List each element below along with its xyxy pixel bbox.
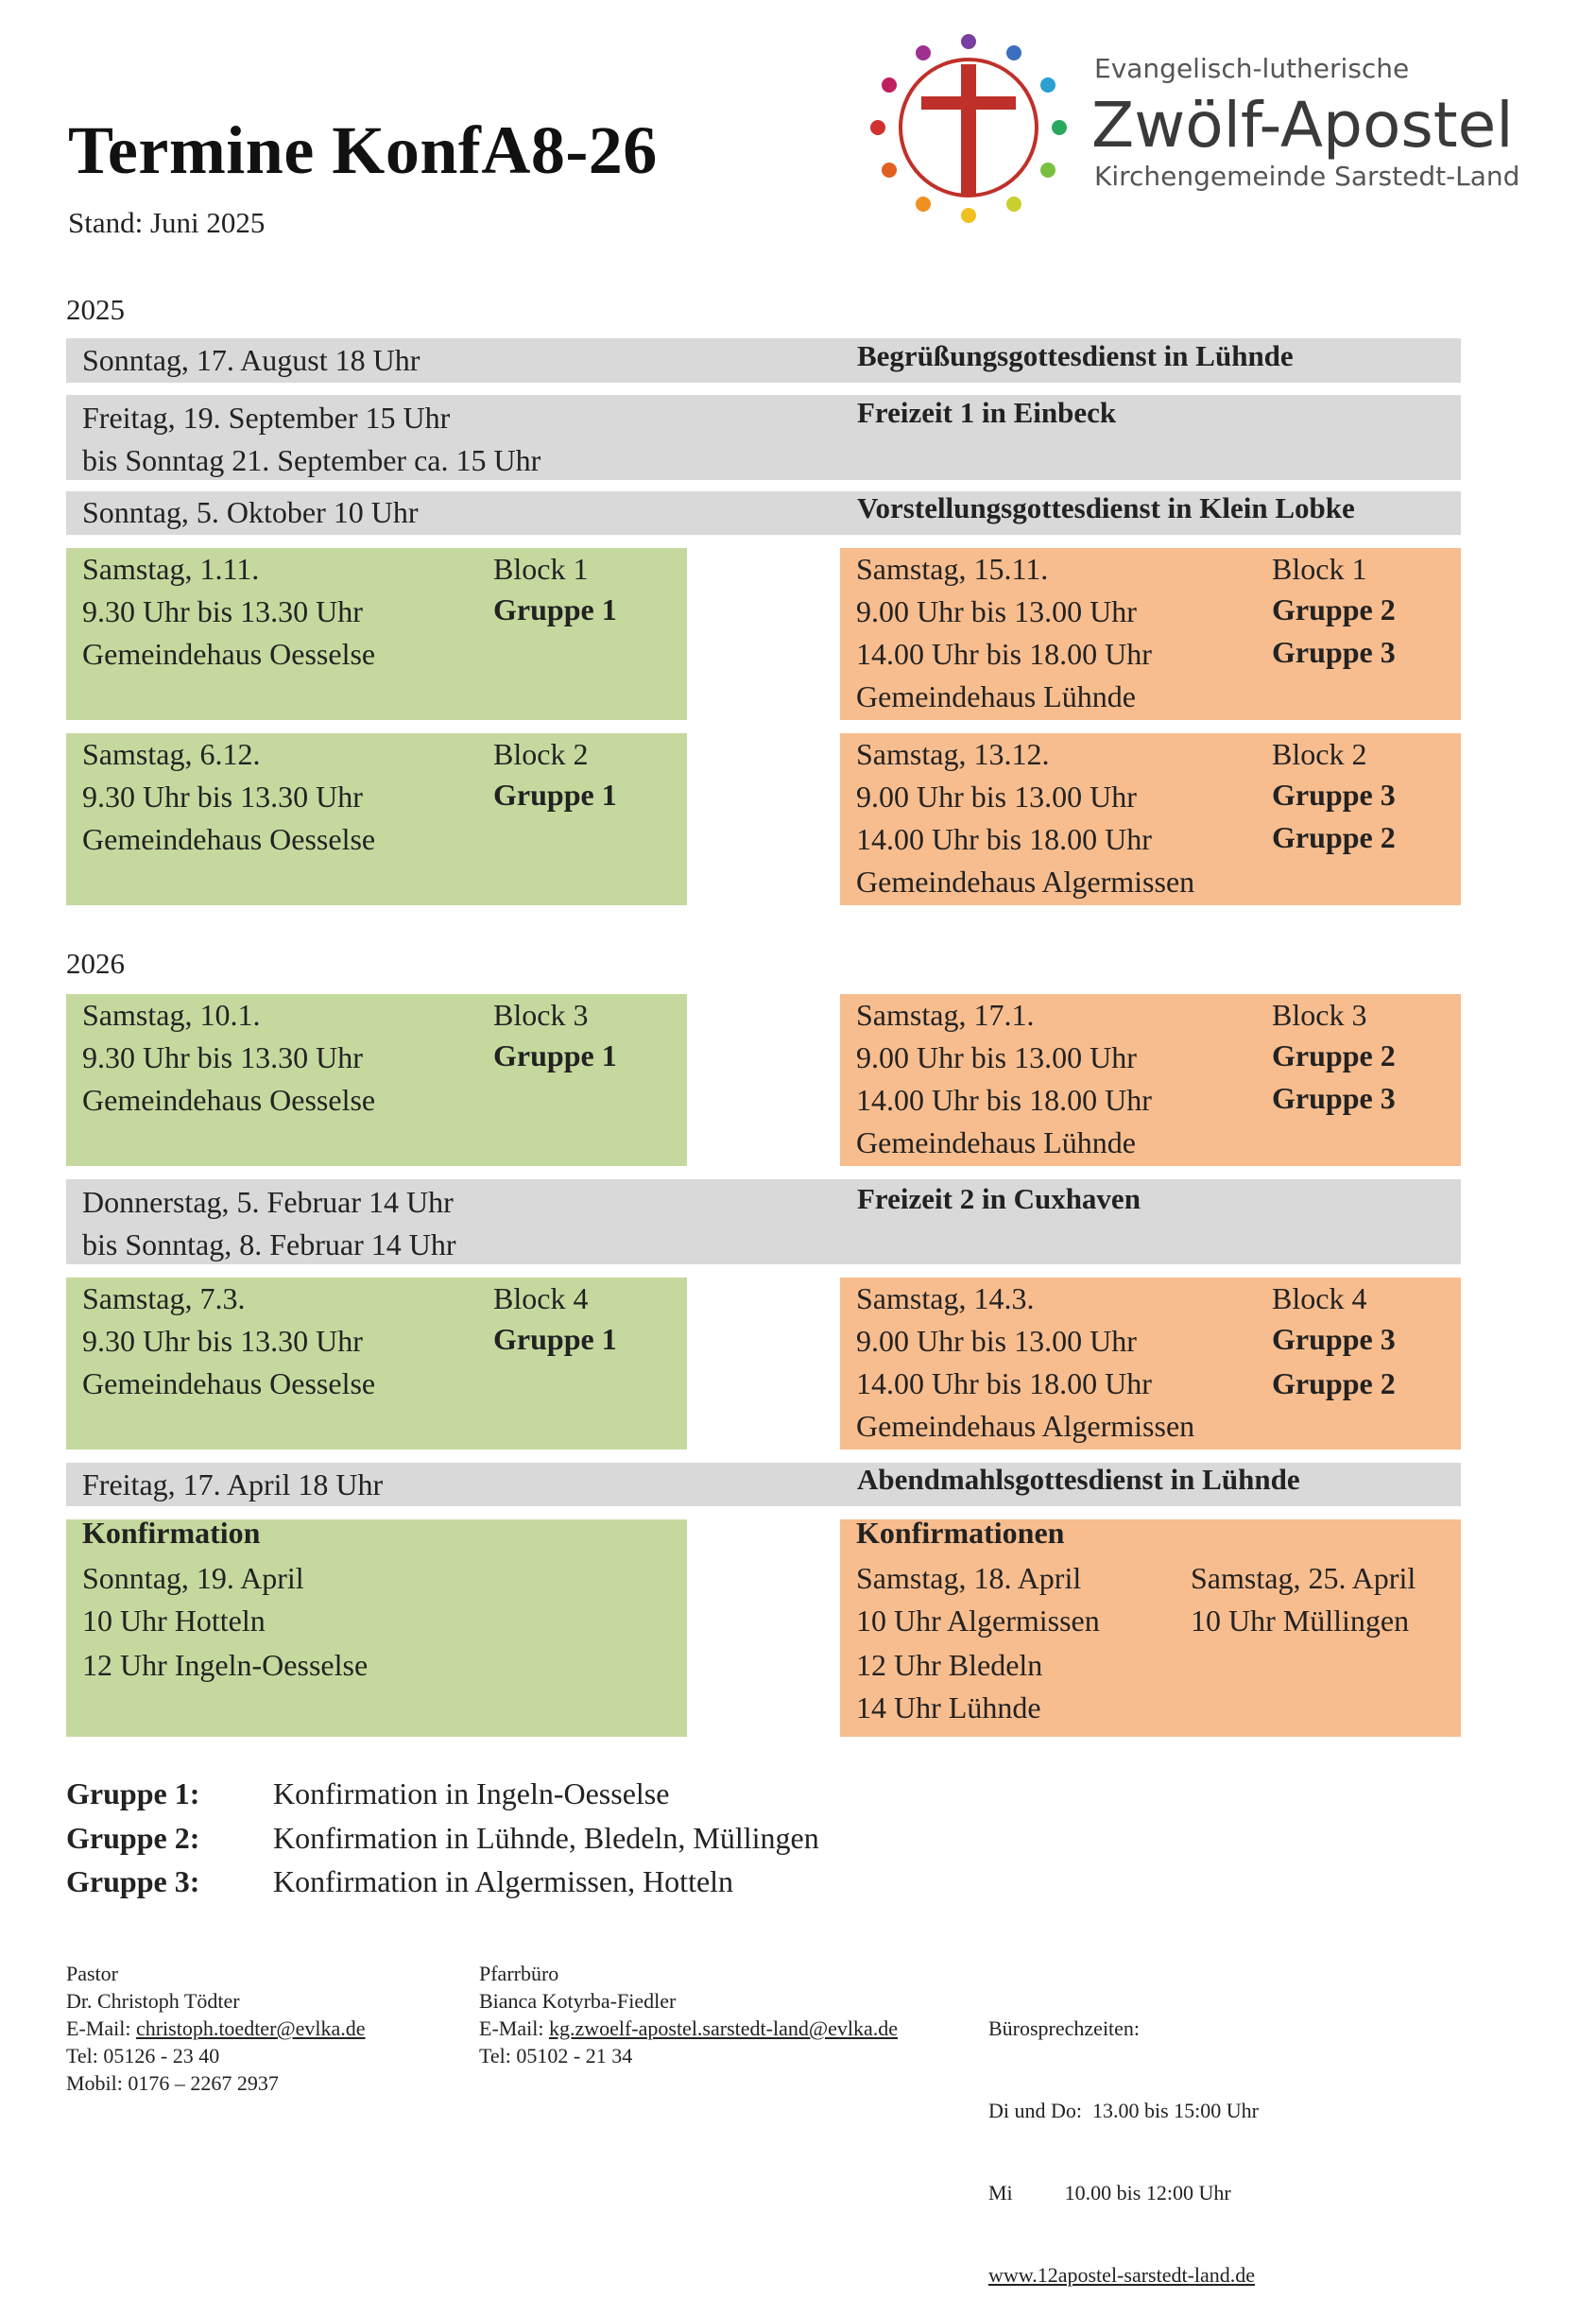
legend-key-1: Gruppe 1: [66,1776,200,1810]
event-vorstellung [66,491,1461,535]
pastor-mobil: Mobil: 0176 – 2267 2937 [66,2071,279,2095]
event-title: Freizeit 2 in Cuxhaven [857,1182,1141,1215]
block-date: Samstag, 17.1. [856,998,1035,1032]
block-time-1: 9.00 Uhr bis 13.00 Uhr [856,594,1137,628]
block-time-1: 9.00 Uhr bis 13.00 Uhr [856,1324,1137,1358]
pastor-email-line [66,2015,366,2042]
block-time-1: 9.00 Uhr bis 13.00 Uhr [856,1040,1137,1074]
logo-line2: Zwölf-Apostel [1091,89,1514,162]
block-date: Samstag, 7.3. [82,1281,246,1315]
legend-value-3: Konfirmation in Algermissen, Hotteln [273,1864,734,1898]
block-location: Gemeindehaus Algermissen [856,1409,1195,1443]
pastor-name: Dr. Christoph Tödter [66,1989,240,2013]
block-location: Gemeindehaus Oesselse [82,1083,376,1117]
block-location: Gemeindehaus Oesselse [82,822,376,856]
block-time: 9.30 Uhr bis 13.30 Uhr [82,594,363,628]
legend-value-2: Konfirmation in Lühnde, Bledeln, Müllingen [273,1821,819,1855]
block-time-2: 14.00 Uhr bis 18.00 Uhr [856,1083,1152,1117]
event-date-end: bis Sonntag, 8. Februar 14 Uhr [82,1227,456,1261]
block-date: Samstag, 6.12. [82,737,261,771]
konfirmation-heading: Konfirmation [82,1516,261,1550]
konfirmation-time-1: 10 Uhr Hotteln [82,1604,266,1638]
konfirmation-a-time-3: 14 Uhr Lühnde [856,1690,1041,1724]
event-date: Freitag, 19. September 15 Uhr [82,401,451,435]
block-location: Gemeindehaus Algermissen [856,865,1195,899]
office-email-line [479,2015,898,2042]
event-date: Sonntag, 17. August 18 Uhr [82,343,420,377]
email-label: E-Mail: [479,2016,549,2040]
event-date-end: bis Sonntag 21. September ca. 15 Uhr [82,443,541,477]
block-date: Samstag, 10.1. [82,998,261,1032]
pastor-role: Pastor [66,1962,118,1985]
block-time-2: 14.00 Uhr bis 18.00 Uhr [856,822,1152,856]
legend-value-1: Konfirmation in Ingeln-Oesselse [273,1776,670,1810]
pastor-email-link[interactable]: christoph.toedter@evlka.de [135,2016,366,2040]
konfirmation-a-time-2: 12 Uhr Bledeln [856,1648,1043,1682]
konfirmation-left [66,1516,687,1737]
group-label-1: Gruppe 3 [1272,778,1396,812]
event-begruessung [66,338,1461,383]
office-email-link[interactable]: kg.zwoelf-apostel.sarstedt-land@evlka.de [548,2016,899,2040]
block-1-group-1 [66,548,687,720]
block-label: Block 1 [1272,552,1367,586]
event-date: Donnerstag, 5. Februar 14 Uhr [82,1185,454,1219]
konfirmation-date-b: Samstag, 25. April [1191,1561,1416,1595]
konfirmation-b-time-1: 10 Uhr Müllingen [1191,1604,1410,1638]
konfirmation-a-time-1: 10 Uhr Algermissen [856,1604,1100,1638]
block-time-2: 14.00 Uhr bis 18.00 Uhr [856,1366,1152,1400]
block-time: 9.30 Uhr bis 13.30 Uhr [82,780,363,814]
block-location: Gemeindehaus Oesselse [82,1366,376,1400]
block-2-groups-2-3 [840,733,1461,905]
block-date: Samstag, 1.11. [82,552,260,586]
group-label-1: Gruppe 3 [1272,1322,1396,1356]
block-time-1: 9.00 Uhr bis 13.00 Uhr [856,780,1137,814]
logo-line3: Kirchengemeinde Sarstedt-Land [1094,161,1520,192]
block-date: Samstag, 15.11. [856,552,1049,586]
event-freizeit-1 [66,395,1461,480]
block-4-groups-2-3 [840,1278,1461,1450]
block-label: Block 4 [493,1281,589,1315]
office-tel: Tel: 05102 - 21 34 [479,2044,633,2067]
event-date: Sonntag, 5. Oktober 10 Uhr [82,495,419,529]
block-2-group-1 [66,733,687,905]
footer-hours [988,1960,1259,2316]
group-label-2: Gruppe 2 [1272,820,1396,854]
stand-date: Stand: Juni 2025 [68,206,266,239]
hours-line-2: Mi 10.00 bis 12:00 Uhr [988,2181,1231,2204]
block-location: Gemeindehaus Lühnde [856,679,1136,713]
year-2026: 2026 [66,947,125,980]
event-date: Freitag, 17. April 18 Uhr [82,1467,384,1501]
konfirmation-right [840,1516,1461,1737]
block-label: Block 2 [1272,737,1367,771]
konfirmation-date-a: Samstag, 18. April [856,1561,1082,1595]
block-4-group-1 [66,1278,687,1450]
hours-line-1: Di und Do: 13.00 bis 15:00 Uhr [988,2099,1259,2122]
legend-key-2: Gruppe 2: [66,1821,200,1855]
block-time-2: 14.00 Uhr bis 18.00 Uhr [856,637,1152,671]
event-freizeit-2 [66,1179,1461,1264]
block-time: 9.30 Uhr bis 13.30 Uhr [82,1324,363,1358]
block-location: Gemeindehaus Lühnde [856,1125,1136,1159]
block-3-groups-2-3 [840,994,1461,1166]
block-date: Samstag, 13.12. [856,737,1050,771]
footer-office [479,1960,898,2069]
page-title: Termine KonfA8-26 [68,112,658,188]
event-title: Vorstellungsgottesdienst in Klein Lobke [857,491,1355,524]
group-label: Gruppe 1 [493,592,617,626]
konfirmation-heading: Konfirmationen [856,1516,1065,1550]
block-label: Block 2 [493,737,589,771]
legend-key-3: Gruppe 3: [66,1864,200,1898]
block-3-group-1 [66,994,687,1166]
logo-line1: Evangelisch-lutherische [1094,53,1410,84]
group-label-2: Gruppe 3 [1272,635,1396,669]
event-abendmahl [66,1463,1461,1506]
block-1-groups-2-3 [840,548,1461,720]
footer-pastor [66,1960,366,2097]
group-label-1: Gruppe 2 [1272,1038,1396,1072]
group-label: Gruppe 1 [493,778,617,812]
konfirmation-time-2: 12 Uhr Ingeln-Oesselse [82,1648,369,1682]
cross-with-people-circle-icon [855,28,1082,227]
block-label: Block 3 [493,998,589,1032]
email-label: E-Mail: [66,2016,136,2040]
website-link[interactable]: www.12apostel-sarstedt-land.de [988,2263,1256,2287]
block-label: Block 1 [493,552,589,586]
event-title: Abendmahlsgottesdienst in Lühnde [857,1463,1300,1496]
year-2025: 2025 [66,293,125,326]
event-title: Begrüßungsgottesdienst in Lühnde [857,339,1294,372]
group-label: Gruppe 1 [493,1038,617,1072]
event-title: Freizeit 1 in Einbeck [857,396,1117,429]
block-label: Block 3 [1272,998,1367,1032]
group-label-2: Gruppe 2 [1272,1366,1396,1400]
hours-title: Bürosprechzeiten: [988,2016,1141,2040]
pastor-tel: Tel: 05126 - 23 40 [66,2044,220,2067]
konfirmation-date: Sonntag, 19. April [82,1561,304,1595]
block-time: 9.30 Uhr bis 13.30 Uhr [82,1040,363,1074]
block-location: Gemeindehaus Oesselse [82,637,376,671]
office-name: Bianca Kotyrba-Fiedler [479,1989,677,2013]
group-label-1: Gruppe 2 [1272,592,1396,626]
block-label: Block 4 [1272,1281,1367,1315]
group-label: Gruppe 1 [493,1322,617,1356]
group-legend [66,1776,917,1909]
group-label-2: Gruppe 3 [1272,1081,1396,1115]
office-role: Pfarrbüro [479,1962,559,1985]
block-date: Samstag, 14.3. [856,1281,1035,1315]
